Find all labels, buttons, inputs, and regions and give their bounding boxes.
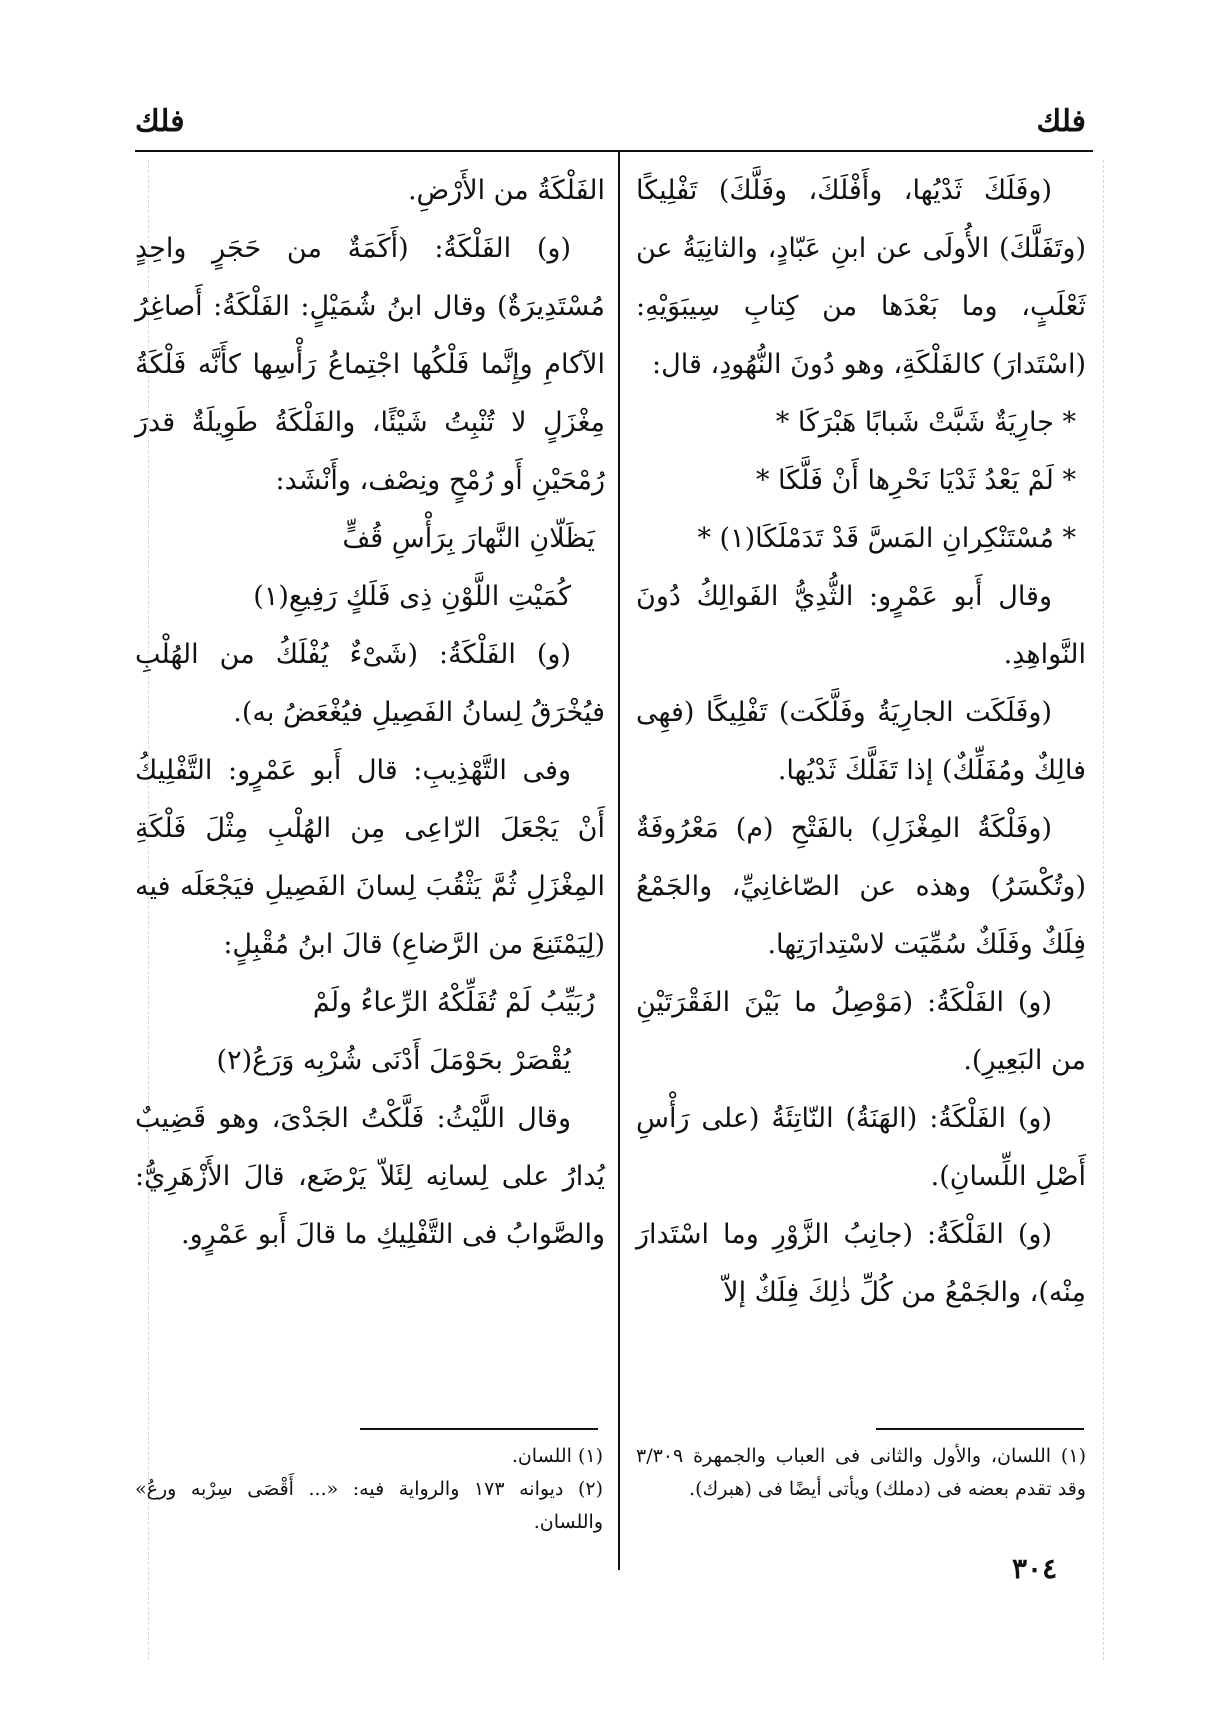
footnote-rule [360, 1428, 598, 1430]
footnote-rule [876, 1428, 1084, 1430]
entry-paragraph: (و) الفَلْكَةُ: (شَىْءٌ يُفْلَكُ من الهُلْبِ فيُخْرَقُ لِسانُ الفَصِيلِ فيُغْعَضُ به). [135, 639, 605, 728]
entry-paragraph: (وفَلَكَ ثَدْيُها، وأَفْلَكَ، وفَلَّكَ) تَفْلِيكًا (وتَفَلَّكَ) الأُولَى عن ابنِ عَبّادٍ، والثانِيَةُ عن ثَعْلَبٍ، وما بَعْدَها من كِتابِ سِيبَوَيْهِ: (اسْتَدارَ) كالفَلْكَةِ، وهو دُونَ النُّهُودِ، قال: [636, 175, 1086, 380]
verse-line: * جارِيَةٌ شَبَّتْ شَبابًا هَبْرَكَا * [775, 407, 1076, 438]
entry-paragraph: وقال اللَّيْثُ: فَلَّكْتُ الجَدْىَ، وهو قَضِيبٌ يُدارُ على لِسانِه لِئَلاّ يَرْضَع، قالَ الأَزْهَرِيُّ: والصَّوابُ فى التَّفْلِيكِ ما قالَ أَبو عَمْرٍو. [135, 1103, 605, 1250]
header-root-word: فلك [1036, 104, 1086, 139]
entry-paragraph: (و) الفَلْكَةُ: (جانِبُ الزَّوْرِ وما اسْتَدارَ مِنْه)، والجَمْعُ من كُلِّ ذٰلِكَ فِلَكٌ إلاّ [636, 1219, 1086, 1308]
entry-paragraph: وقال أَبو عَمْرٍو: الثُّدِيُّ الفَوالِكُ دُونَ النَّواهِدِ. [636, 581, 1086, 670]
entry-paragraph: (و) الفَلْكَةُ: (مَوْصِلُ ما بَيْنَ الفَقْرَتَيْنِ من البَعِيرِ). [636, 987, 1086, 1076]
footnotes-left [135, 1440, 603, 1539]
entry-paragraph: (وفَلَكَت الجارِيَةُ وفَلَّكَت) تَفْلِيكًا (فهِى فالِكٌ ومُفَلِّكٌ) إذا تَفَلَّكَ ثَدْيُها. [636, 697, 1086, 786]
footnote: (١) اللسان، والأول والثانى فى العباب والجمهرة ٣/٣٠٩ وقد تقدم بعضه فى (دملك) ويأتى أيضًا فى (هبرك). [636, 1445, 1086, 1500]
entry-paragraph: (و) الفَلْكَةُ: (الهَنَةُ) النّاتِئَةُ (على رَأْسِ أَصْلِ اللِّسانِ). [636, 1103, 1086, 1192]
header-root-word: فلك [135, 104, 185, 139]
entry-paragraph: وفى التَّهْذِيبِ: قال أَبو عَمْرٍو: التَّفْلِيكُ أَنْ يَجْعَلَ الرّاعِى مِن الهُلْبِ مِثْلَ فَلْكَةِ المِغْزَلِ ثُمَّ يَثْقُبَ لِسانَ الفَصِيلِ فيَجْعَلَه فيه (لِيَمْتَنِعَ من الرَّضاعِ) قالَ ابنُ مُقْبِلٍ: [135, 755, 605, 960]
footnote: (٢) ديوانه ١٧٣ والرواية فيه: «... أَقْصَى سِرْبه ورعُ» واللسان. [135, 1478, 604, 1533]
header-rule [135, 150, 1093, 152]
column-divider [618, 152, 620, 1570]
verse-line: رُبَيِّبُ لَمْ تُفَلِّكْهُ الرِّعاءُ ولَمْ [312, 987, 595, 1018]
footnote: (١) اللسان. [511, 1445, 603, 1467]
footnotes-right [636, 1440, 1086, 1506]
page-number: ٣٠٤ [1012, 1552, 1058, 1585]
scan-guide-line [1103, 160, 1104, 1660]
entry-paragraph: (وفَلْكَةُ المِغْزَلِ) بالفَتْحِ (م) مَعْرُوفَةٌ (وتُكْسَرُ) وهذه عن الصّاغانِيِّ، والجَمْعُ فِلَكٌ وفَلَكٌ سُمِّيَت لاسْتِدارَتِها. [636, 813, 1086, 960]
right-column [636, 162, 1086, 1322]
verse-line: * لَمْ يَعْدُ ثَدْيَا نَحْرِها أَنْ فَلَّكَا * [755, 465, 1076, 496]
verse-line: يَظَلّانِ النَّهارَ بِرَأْسِ قُفٍّ [342, 523, 595, 554]
entry-paragraph: الفَلْكَةُ من الأَرْضِ. [407, 175, 605, 206]
verse-line: * مُسْتَنْكِرانِ المَسَّ قَدْ تَدَمْلَكَا(١) * [697, 523, 1076, 554]
left-column [135, 162, 605, 1264]
entry-paragraph: (و) الفَلْكَةُ: (أَكَمَةٌ من حَجَرٍ واحِدٍ مُسْتَدِيرَةٌ) وقال ابنُ شُمَيْلٍ: الفَلْكَةُ: أَصاغِرُ الآكامِ وإِنَّما فَلْكُها اجْتِماعُ رَأْسِها كأَنَّه فَلْكَةُ مِغْزَلٍ لا تُنْبِتُ شَيْئًا، والفَلْكَةُ طَوِيلَةٌ قدرَ رُمْحَيْنِ أَو رُمْحٍ ونِصْف، وأَنْشَد: [135, 233, 605, 496]
verse-line: كُمَيْتِ اللَّوْنِ ذِى فَلَكٍ رَفِيعِ(١) [253, 581, 571, 612]
verse-line: يُقْصَرْ بحَوْمَلَ أَدْنَى شُرْبِه وَرَعُ(٢) [216, 1045, 571, 1076]
